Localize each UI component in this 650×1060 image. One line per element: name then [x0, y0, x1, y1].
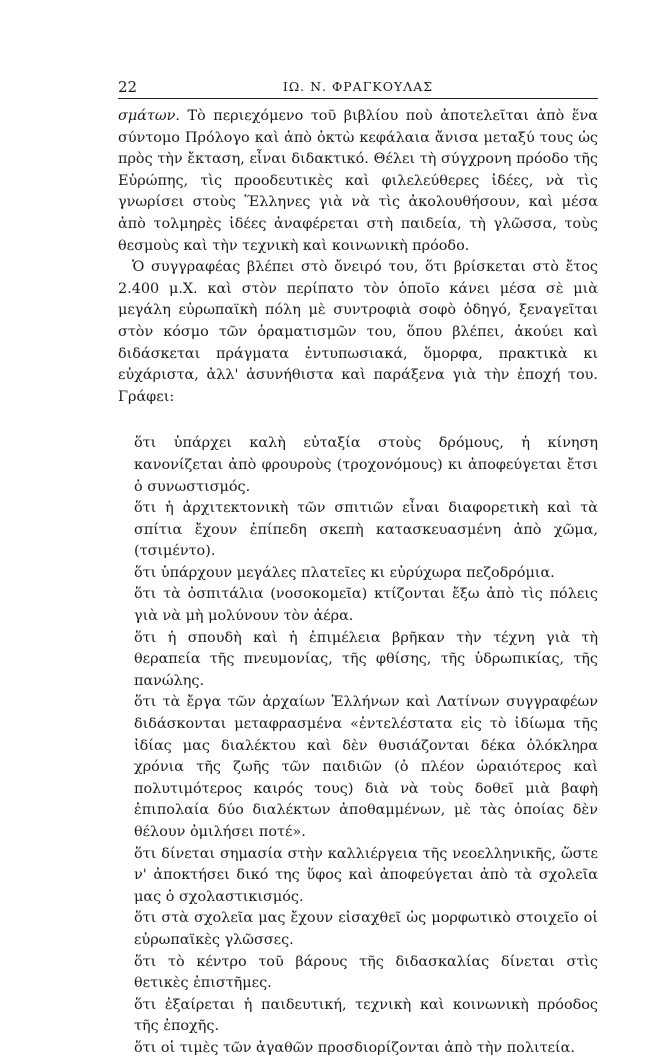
page-number: 22: [118, 78, 138, 96]
list-item: ὅτι τὸ κέντρο τοῦ βάρους τῆς διδασκαλίας δίνεται στὶς θετικὲς ἐπιστῆμες.: [134, 953, 598, 992]
list-item: ὅτι ἡ σπουδὴ καὶ ἡ ἐπιμέλεια βρῆκαν τὴν τέχνη γιὰ τὴ θεραπεία τῆς πνευμονίας, τῆς φθίσης, τῆς ὑδρωπικίας, τῆς πανώλης.: [134, 629, 598, 689]
paragraph-2: Ὁ συγγραφέας βλέπει στὸ ὄνειρό του, ὅτι βρίσκεται στὸ ἔτος 2.400 μ.Χ. καὶ στὸν περίπατο τὸν ὁποῖο κάνει μέσα σὲ μιὰ μεγάλη εὐρωπαϊκὴ πόλη μὲ συντροφιὰ σοφὸ ὁδηγό, ξεναγεῖται στὸν κόσμο τῶν ὁραματισμῶν του, ὅπου βλέπει, ἀκούει καὶ διδάσκεται πράγματα ἐντυπωσιακά, ὅμορφα, πρακτικὰ κι εὐχάριστα, ἀλλ' ἀσυνήθιστα καὶ παράξενα γιὰ τὴν ἐποχή του. Γράφει:: [118, 259, 598, 405]
quote-list: [118, 433, 598, 1059]
paragraph-1-text: Τὸ περιεχόμενο τοῦ βιβλίου ποὺ ἀποτελεῖται ἀπὸ ἕνα σύντομο Πρόλογο καὶ ἀπὸ ὀκτὼ κεφάλαια ἄνισα μεταξύ τους ὡς πρὸς τὴν ἔκταση, εἶναι διδακτικό. Θέλει τὴ σύγχρονη πρόοδο τῆς Εὐρώπης, τὶς προοδευτικὲς καὶ φιλελεύθερες ἰδέες, νὰ τὶς γνωρίσει στοὺς Ἕλληνες γιὰ νὰ τὶς ἀκολουθήσουν, καὶ μέσα ἀπὸ τολμηρὲς ἰδέες ἀναφέρεται στὴ παιδεία, τὴ γλῶσσα, τοὺς θεσμοὺς καὶ τὴν τεχνικὴ καὶ κοινωνικὴ πρόοδο.: [118, 108, 598, 254]
list-item: ὅτι ὑπάρχουν μεγάλες πλατεῖες κι εὐρύχωρα πεζοδρόμια.: [134, 564, 555, 581]
page-header: [118, 76, 598, 99]
list-item: ὅτι ὑπάρχει καλὴ εὐταξία στοὺς δρόμους, ἡ κίνηση κανονίζεται ἀπὸ φρουροὺς (τροχονόμους) κι ἀποφεύγεται ἔτσι ὁ συνωστισμός.: [134, 435, 598, 495]
list-item: ὅτι τὰ ἔργα τῶν ἀρχαίων Ἑλλήνων καὶ Λατίνων συγγραφέων διδάσκονται μεταφρασμένα «ἐντελέστατα εἰς τὸ ἰδίωμα τῆς ἰδίας μας διαλέκτου καὶ δὲν θυσιάζονται δέκα ὁλόκληρα χρόνια τῆς ζωῆς τῶν παιδιῶν (ὁ πλέον ὡραιότερος καὶ πολυτιμότερος καιρός τους) διὰ νὰ τοὺς δοθεῖ μιὰ βαφὴ ἐπιπολαία δύο διαλέκτων ἀποθαμμένων, μὲ τὰς ὁποίας δὲν θέλουν ὁμιλήσει ποτέ».: [134, 694, 598, 840]
running-head: ΙΩ. Ν. ΦΡΑΓΚΟΥΛΑΣ: [282, 79, 434, 94]
list-item: ὅτι τὰ ὀσπιτάλια (νοσοκομεῖα) κτίζονται ἔξω ἀπὸ τὶς πόλεις γιὰ νὰ μὴ μολύνουν τὸν ἀέρα.: [134, 586, 598, 625]
list-item: ὅτι ἡ ἀρχιτεκτονικὴ τῶν σπιτιῶν εἶναι διαφορετικὴ καὶ τὰ σπίτια ἔχουν ἐπίπεδη σκεπὴ κατασκευασμένη ἀπὸ χῶμα, (τσιμέντο).: [134, 500, 598, 560]
list-item: ὅτι οἱ τιμὲς τῶν ἀγαθῶν προσδιορίζονται ἀπὸ τὴν πολιτεία.: [134, 1039, 575, 1056]
paragraph-1: [118, 106, 598, 257]
paragraph-1-italic-start: σμάτων.: [118, 108, 180, 124]
list-item: ὅτι ἐξαίρεται ἡ παιδευτική, τεχνικὴ καὶ κοινωνικὴ πρόοδος τῆς ἐποχῆς.: [134, 996, 598, 1035]
list-item: ὅτι δίνεται σημασία στὴν καλλιέργεια τῆς νεοελληνικῆς, ὥστε ν' ἀποκτήσει δικό της ὕφος καὶ ἀποφεύγεται ἀπὸ τὰ σχολεῖα μας ὁ σχολαστικισμός.: [134, 845, 598, 905]
list-item: ὅτι στὰ σχολεῖα μας ἔχουν εἰσαχθεῖ ὡς μορφωτικὸ στοιχεῖο οἱ εὐρωπαϊκὲς γλῶσσες.: [134, 910, 598, 948]
page-body: [118, 106, 598, 1060]
